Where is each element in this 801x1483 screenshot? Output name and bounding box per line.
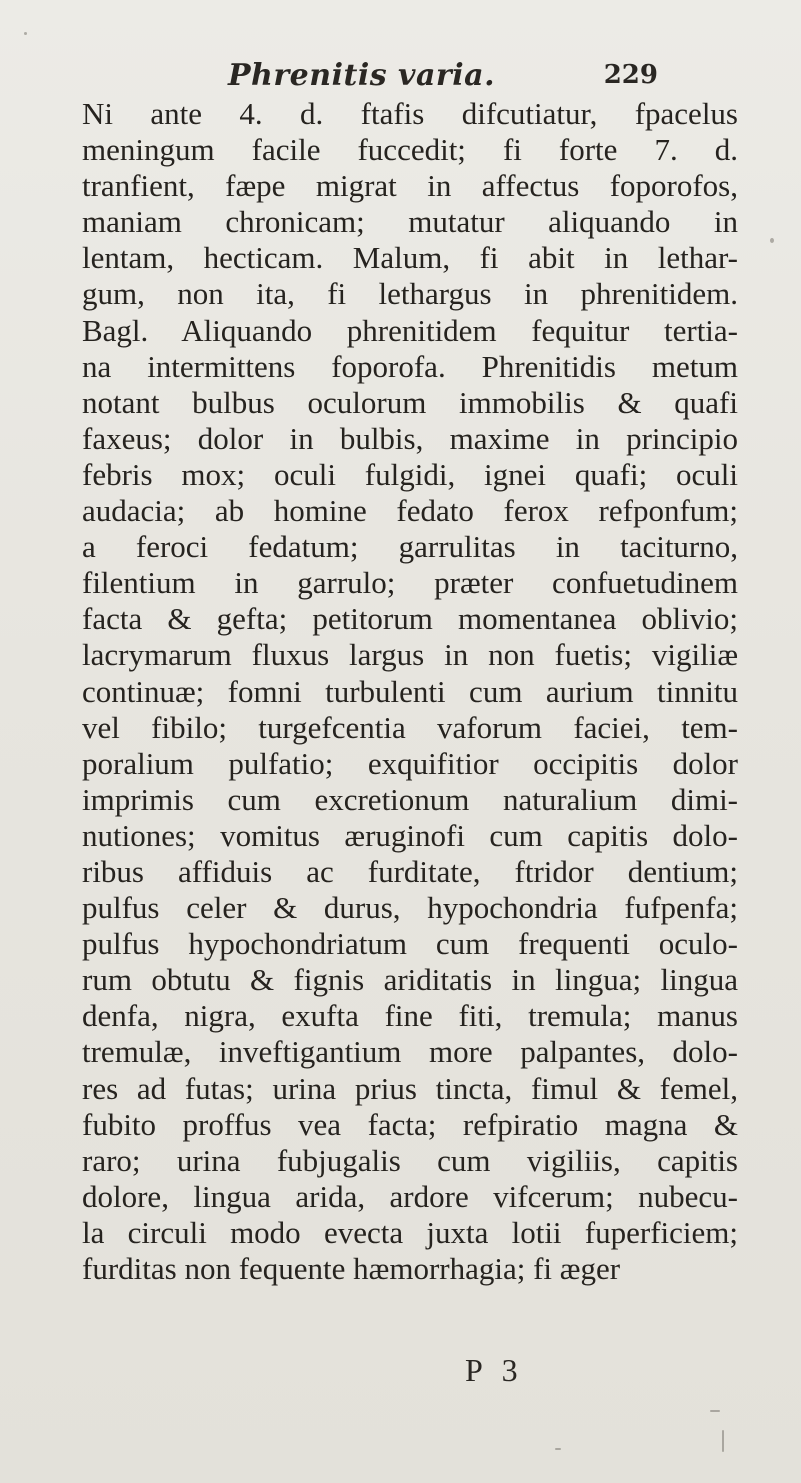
text-line: a feroci fedatum; garrulitas in taciturno,: [82, 529, 738, 565]
body-text: [82, 96, 738, 1287]
text-line: facta & gefta; petitorum momentanea oblivio;: [82, 601, 738, 637]
running-title: Phrenitis varia.: [228, 58, 496, 93]
text-line: tremulæ, inveftigantium more palpantes, dolo-: [82, 1034, 738, 1070]
text-line: ribus affiduis ac furditate, ftridor dentium;: [82, 853, 738, 889]
text-line: gum, non ita, fi lethargus in phrenitidem.: [82, 276, 738, 312]
text-line: res ad futas; urina prius tincta, fimul & femel,: [82, 1070, 738, 1106]
text-line: tranfient, fæpe migrat in affectus foporofos,: [82, 168, 738, 204]
paper-speck: [24, 32, 27, 35]
text-line: pulfus celer & durus, hypochondria fufpenfa;: [82, 890, 738, 926]
text-line: Ni ante 4. d. ftafis difcutiatur, fpacelus: [82, 96, 738, 131]
page-number: 229: [603, 60, 658, 90]
text-line: audacia; ab homine fedato ferox refponfum;: [82, 493, 738, 529]
text-line: rum obtutu & fignis ariditatis in lingua; lingua: [82, 962, 738, 998]
text-line: furditas non fequente hæmorrhagia; fi æger: [82, 1251, 621, 1286]
page-header: [228, 58, 658, 98]
text-line: Bagl. Aliquando phrenitidem fequitur tertia-: [82, 312, 738, 348]
text-line: poralium pulfatio; exquifitior occipitis dolor: [82, 745, 738, 781]
text-line: filentium in garrulo; præter confuetudinem: [82, 565, 738, 601]
text-line: raro; urina fubjugalis cum vigiliis, capitis: [82, 1142, 738, 1178]
text-line: notant bulbus oculorum immobilis & quafi: [82, 384, 738, 420]
paper-speck: [555, 1448, 561, 1450]
text-line: dolore, lingua arida, ardore vifcerum; nubecu-: [82, 1178, 738, 1214]
text-line: imprimis cum excretionum naturalium dimi-: [82, 781, 738, 817]
text-line: na intermittens foporofa. Phrenitidis metum: [82, 348, 738, 384]
text-line: fubito proffus vea facta; refpiratio magna &: [82, 1106, 738, 1142]
text-line: lentam, hecticam. Malum, fi abit in lethar-: [82, 240, 738, 276]
text-line: faxeus; dolor in bulbis, maxime in principio: [82, 420, 738, 456]
text-line: vel fibilo; turgefcentia vaforum faciei, tem-: [82, 709, 738, 745]
text-line: denfa, nigra, exufta fine fiti, tremula; manus: [82, 998, 738, 1034]
signature-mark: P 3: [465, 1352, 524, 1388]
paper-speck: [710, 1410, 720, 1412]
text-line: maniam chronicam; mutatur aliquando in: [82, 204, 738, 240]
text-line: continuæ; fomni turbulenti cum aurium tinnitu: [82, 673, 738, 709]
paper-speck: [770, 238, 774, 243]
text-line: meningum facile fuccedit; fi forte 7. d.: [82, 132, 738, 168]
text-line: pulfus hypochondriatum cum frequenti oculo-: [82, 926, 738, 962]
paper-speck: [722, 1430, 724, 1452]
text-line: nutiones; vomitus æruginofi cum capitis dolo-: [82, 817, 738, 853]
text-line: febris mox; oculi fulgidi, ignei quafi; oculi: [82, 456, 738, 492]
text-line: la circuli modo evecta juxta lotii fuperficiem;: [82, 1214, 738, 1250]
text-line: lacrymarum fluxus largus in non fuetis; vigiliæ: [82, 637, 738, 673]
